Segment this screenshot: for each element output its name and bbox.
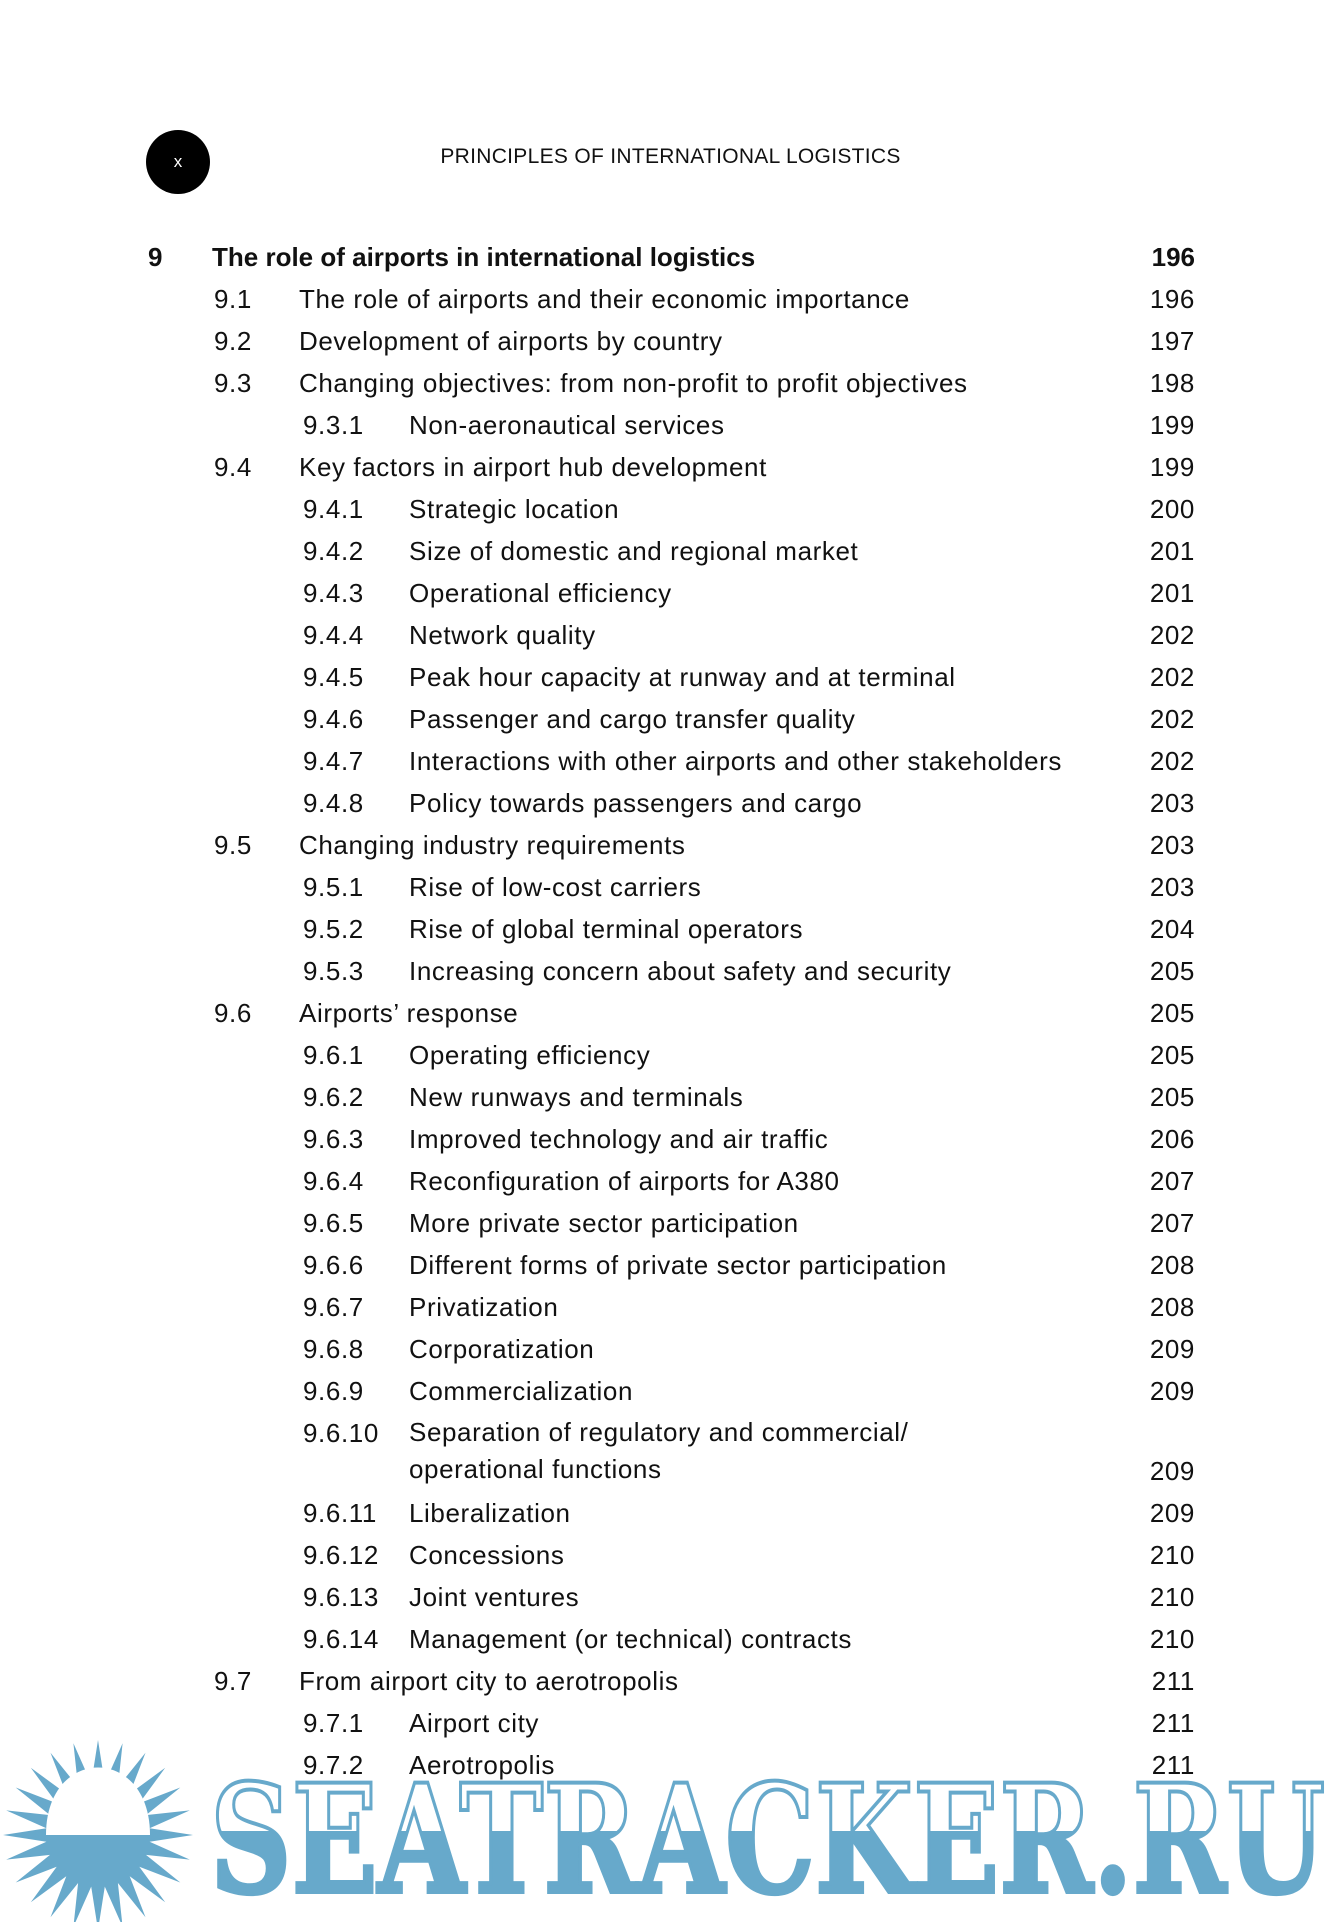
toc-entry-number: 9.6.12: [303, 1540, 379, 1570]
toc-entry-number: 9.5.1: [303, 872, 364, 902]
toc-entry-page: 209: [1149, 1334, 1195, 1364]
toc-entry[interactable]: [148, 1034, 1195, 1076]
toc-entry-page: 205: [1149, 1082, 1195, 1112]
toc-entry-title: Operational efficiency: [409, 578, 672, 608]
toc-entry-page: 205: [1149, 998, 1195, 1028]
toc-entry[interactable]: [148, 1328, 1195, 1370]
toc-entry-page: 210: [1149, 1540, 1195, 1570]
toc-entry[interactable]: [148, 824, 1195, 866]
toc-entry-number: 9.5.3: [303, 956, 364, 986]
toc-entry-title: The role of airports and their economic importance: [299, 284, 910, 314]
toc-entry-page: 200: [1149, 494, 1195, 524]
toc-entry-page: 199: [1149, 410, 1195, 440]
toc-entry-page: 204: [1149, 914, 1195, 944]
toc-entry-number: 9.6.6: [303, 1250, 364, 1280]
toc-entry-number: 9.6.10: [303, 1418, 379, 1448]
toc-entry-number: 9.6.8: [303, 1334, 364, 1364]
toc-entry-number: 9.5.2: [303, 914, 364, 944]
toc-entry-page: 201: [1149, 578, 1195, 608]
toc-entry[interactable]: [148, 1660, 1195, 1702]
toc-entry-number: 9.7: [214, 1666, 252, 1696]
toc-entry-number: 9.6.1: [303, 1040, 364, 1070]
toc-entry-number: 9.4.6: [303, 704, 364, 734]
toc-entry-number: 9.6.9: [303, 1376, 364, 1406]
toc-entry-page: 201: [1149, 536, 1195, 566]
toc-entry-number: 9.6.11: [303, 1498, 377, 1528]
toc-entry-page: 210: [1149, 1624, 1195, 1654]
toc-entry[interactable]: [148, 740, 1195, 782]
toc-entry-page: 208: [1149, 1292, 1195, 1322]
toc-entry-number: 9.5: [214, 830, 252, 860]
toc-entry-title: Changing industry requirements: [299, 830, 686, 860]
toc-entry-title: Corporatization: [409, 1334, 595, 1364]
toc-entry-number: 9.4.3: [303, 578, 364, 608]
toc-entry[interactable]: [148, 362, 1195, 404]
toc-entry-page: 207: [1149, 1208, 1195, 1238]
toc-entry-title: Interactions with other airports and other stakeholders: [409, 746, 1063, 776]
toc-entry[interactable]: [148, 446, 1195, 488]
toc-entry-number: 9.6.7: [303, 1292, 364, 1322]
toc-entry-title: Network quality: [409, 620, 596, 650]
toc-entry-title: New runways and terminals: [409, 1082, 744, 1112]
toc-entry-title: Size of domestic and regional market: [409, 536, 859, 566]
toc-entry[interactable]: [148, 404, 1195, 446]
toc-entry-page: 196: [1149, 284, 1195, 314]
toc-entry-number: 9.6: [214, 998, 252, 1028]
toc-entry-title: Reconfiguration of airports for A380: [409, 1166, 840, 1196]
toc-entry-page: 203: [1149, 830, 1195, 860]
toc-entry[interactable]: [148, 278, 1195, 320]
toc-entry[interactable]: [148, 572, 1195, 614]
toc-entry-title: More private sector participation: [409, 1208, 799, 1238]
toc-entry[interactable]: [148, 488, 1195, 530]
toc-entry-page: 197: [1149, 326, 1195, 356]
toc-entry-number: 9.3.1: [303, 410, 364, 440]
sun-icon: [3, 1740, 193, 1922]
toc-entry-number: 9.6.3: [303, 1124, 364, 1154]
toc-entry-title: Passenger and cargo transfer quality: [409, 704, 856, 734]
toc-entry-number: 9.4.7: [303, 746, 364, 776]
toc-entry[interactable]: [148, 530, 1195, 572]
toc-entry-title: Strategic location: [409, 494, 620, 524]
toc-entry-page: 211: [1151, 1666, 1195, 1696]
toc-entry-page: 196: [1151, 242, 1195, 272]
toc-entry[interactable]: [148, 1492, 1195, 1534]
toc-entry-title: Privatization: [409, 1292, 559, 1322]
toc-entry-page: 209: [1149, 1498, 1195, 1528]
toc-entry-page: 198: [1149, 368, 1195, 398]
toc-entry[interactable]: [148, 1576, 1195, 1618]
badge-label: x: [173, 152, 183, 171]
toc-entry-number: 9.4.2: [303, 536, 364, 566]
toc-entry-number: 9.6.5: [303, 1208, 364, 1238]
toc-entry-number: 9.6.13: [303, 1582, 379, 1612]
toc-entry-number: 9.3: [214, 368, 252, 398]
toc-entry-page: 203: [1149, 788, 1195, 818]
toc-entry-number: 9: [148, 242, 163, 272]
toc-entry-title: Changing objectives: from non-profit to profit objectives: [299, 368, 968, 398]
toc-entry[interactable]: [148, 1244, 1195, 1286]
toc-entry-page: 202: [1149, 662, 1195, 692]
toc-entry-title: Operating efficiency: [409, 1040, 651, 1070]
toc-entry[interactable]: [148, 950, 1195, 992]
toc-entry[interactable]: [148, 614, 1195, 656]
toc-entry[interactable]: [148, 320, 1195, 362]
toc-entry-title: Airport city: [409, 1708, 540, 1738]
toc-entry-title: Joint ventures: [409, 1582, 580, 1612]
table-of-contents: [148, 236, 1195, 1786]
toc-entry-title: Management (or technical) contracts: [409, 1624, 852, 1654]
toc-entry[interactable]: [148, 656, 1195, 698]
toc-entry[interactable]: [148, 1412, 1195, 1492]
toc-entry[interactable]: [148, 1202, 1195, 1244]
toc-entry-title: Key factors in airport hub development: [299, 452, 767, 482]
toc-entry-title: Increasing concern about safety and security: [409, 956, 952, 986]
toc-entry[interactable]: [148, 1534, 1195, 1576]
toc-entry-number: 9.4.8: [303, 788, 364, 818]
toc-entry[interactable]: [148, 1286, 1195, 1328]
toc-entry[interactable]: [148, 1076, 1195, 1118]
toc-entry-page: 211: [1151, 1708, 1195, 1738]
toc-entry-page: 202: [1149, 620, 1195, 650]
toc-entry-page: 208: [1149, 1250, 1195, 1280]
watermark-logo: [0, 1740, 1331, 1922]
toc-entry-title: Peak hour capacity at runway and at terminal: [409, 662, 956, 692]
toc-entry-title-line2: operational functions: [409, 1454, 662, 1484]
toc-entry-page: 203: [1149, 872, 1195, 902]
toc-entry-title: Development of airports by country: [299, 326, 723, 356]
toc-entry-title: Different forms of private sector participation: [409, 1250, 947, 1280]
toc-entry-title: The role of airports in international logistics: [212, 242, 756, 272]
toc-entry-title: Improved technology and air traffic: [409, 1124, 829, 1154]
toc-entry-number: 9.1: [214, 284, 252, 314]
toc-entry[interactable]: [148, 1370, 1195, 1412]
toc-entry[interactable]: [148, 1702, 1195, 1744]
toc-entry-number: 9.4.1: [303, 494, 364, 524]
toc-entry-page: 202: [1149, 746, 1195, 776]
toc-entry-number: 9.4.4: [303, 620, 364, 650]
toc-entry[interactable]: [148, 1618, 1195, 1660]
toc-entry-page: 206: [1149, 1124, 1195, 1154]
toc-entry-page: 209: [1149, 1456, 1195, 1486]
toc-entry-number: 9.6.4: [303, 1166, 364, 1196]
toc-entry-title: Non-aeronautical services: [409, 410, 725, 440]
toc-entry[interactable]: [148, 698, 1195, 740]
toc-chapter-entry[interactable]: [148, 236, 1195, 278]
toc-entry-number: 9.4: [214, 452, 252, 482]
toc-entry[interactable]: [148, 992, 1195, 1034]
toc-entry[interactable]: [148, 782, 1195, 824]
toc-entry-title: From airport city to aerotropolis: [299, 1666, 679, 1696]
toc-entry-page: 207: [1149, 1166, 1195, 1196]
toc-entry-page: 211: [1151, 1750, 1195, 1780]
toc-entry-number: 9.7.2: [303, 1750, 364, 1780]
toc-entry-number: 9.2: [214, 326, 252, 356]
toc-entry[interactable]: [148, 866, 1195, 908]
toc-entry[interactable]: [148, 1118, 1195, 1160]
toc-entry-title: Commercialization: [409, 1376, 634, 1406]
toc-entry[interactable]: [148, 1160, 1195, 1202]
toc-entry-page: 210: [1149, 1582, 1195, 1612]
watermark-text: SEATRACKER.RU: [210, 1752, 1325, 1922]
toc-entry-title: [409, 1414, 908, 1488]
toc-entry-title: Concessions: [409, 1540, 565, 1570]
toc-entry-number: 9.6.14: [303, 1624, 379, 1654]
toc-entry-title: Airports’ response: [299, 998, 519, 1028]
toc-entry[interactable]: [148, 908, 1195, 950]
toc-entry-title: Rise of global terminal operators: [409, 914, 804, 944]
toc-entry-page: 205: [1149, 1040, 1195, 1070]
toc-entry-title-line1: Separation of regulatory and commercial/: [409, 1417, 909, 1447]
toc-entry-page: 205: [1149, 956, 1195, 986]
toc-entry-number: 9.4.5: [303, 662, 364, 692]
toc-entry-title: Policy towards passengers and cargo: [409, 788, 863, 818]
toc-entry-number: 9.6.2: [303, 1082, 364, 1112]
toc-entry-title: Rise of low-cost carriers: [409, 872, 702, 902]
toc-entry-number: 9.7.1: [303, 1708, 364, 1738]
toc-entry-title: Aerotropolis: [409, 1750, 555, 1780]
toc-entry-page: 202: [1149, 704, 1195, 734]
toc-entry-title: Liberalization: [409, 1498, 571, 1528]
toc-entry-page: 209: [1149, 1376, 1195, 1406]
toc-entry-page: 199: [1149, 452, 1195, 482]
running-head: PRINCIPLES OF INTERNATIONAL LOGISTICS: [440, 145, 901, 168]
